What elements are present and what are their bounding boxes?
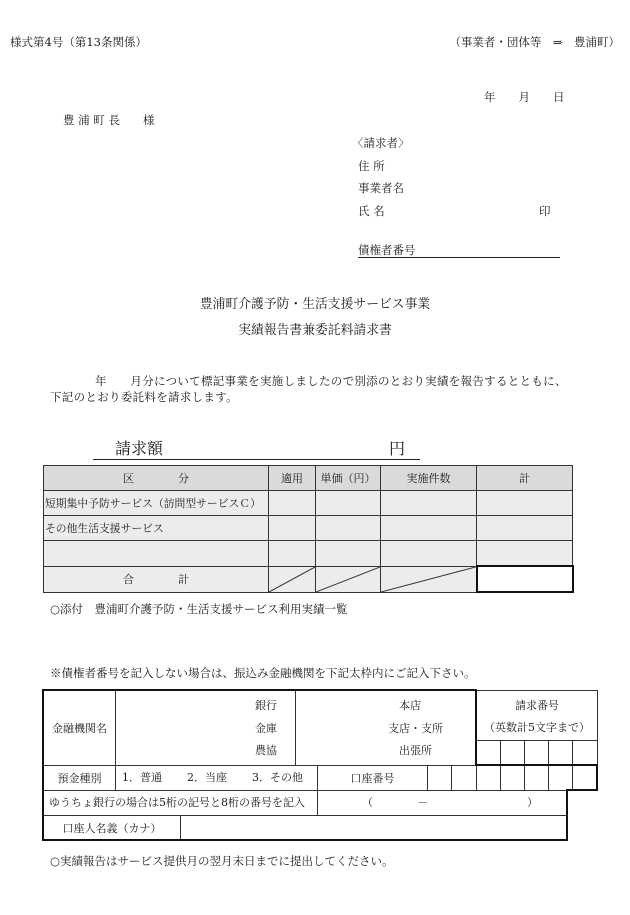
total-row-label: 合 計 <box>44 566 269 592</box>
institution-label-cell <box>43 690 116 766</box>
account-number-label: 口座番号 <box>350 772 395 785</box>
routing-note: （事業者・団体等 ⇒ 豊浦町） <box>449 35 620 49</box>
deposit-type-label-cell <box>43 765 116 791</box>
seal-mark: 印 <box>539 204 551 218</box>
claim-number-label: 請求番号 <box>515 699 559 712</box>
institution-type-bank: 銀行 <box>255 699 277 712</box>
claimant-heading: 〈請求者〉 <box>352 136 410 150</box>
account-holder-label-cell <box>43 815 181 841</box>
table-row <box>44 516 573 541</box>
branch-type-main: 本店 <box>399 699 421 712</box>
address-label: 住 所 <box>358 159 385 173</box>
claim-amount-currency: 円 <box>389 439 406 458</box>
branch-cell <box>295 690 477 766</box>
count-cell <box>381 491 477 516</box>
institution-type-shinkin: 金庫 <box>255 722 277 735</box>
total-cell <box>477 541 573 567</box>
table-row <box>44 491 573 516</box>
branch-type-office: 出張所 <box>399 744 432 757</box>
creditor-number-label: 債権者番号 <box>358 243 416 257</box>
account-holder-field <box>180 815 568 841</box>
row-category: その他生活支援サービス <box>44 516 269 541</box>
document-title-line2: 実績報告書兼委託料請求書 <box>238 323 392 338</box>
account-digit-box <box>548 765 573 791</box>
account-digit-box <box>524 765 549 791</box>
form-number: 様式第4号（第13条関係） <box>10 35 147 49</box>
attachment-note: ○添付 豊浦町介護予防・生活支援サービス利用実績一覧 <box>50 602 348 616</box>
header-unit-price: 単価（円） <box>316 466 381 491</box>
unit-price-cell <box>316 541 381 567</box>
service-table-header-row <box>44 466 573 491</box>
unit-price-total-crossed <box>316 566 381 592</box>
header-total: 計 <box>477 466 573 491</box>
yucho-note: ゆうちょ銀行の場合は5桁の記号と8桁の番号を記入 <box>49 796 305 809</box>
header-applicable: 適用 <box>269 466 316 491</box>
claim-amount-label: 請求額 <box>115 439 164 458</box>
diagonal-slash <box>381 567 476 592</box>
total-cell <box>477 516 573 541</box>
claim-number-box <box>548 740 573 766</box>
deposit-type-checking: 2．当座 <box>187 771 227 784</box>
deposit-type-other: 3．その他 <box>252 771 303 784</box>
institution-label: 金融機関名 <box>52 722 107 735</box>
claim-number-box <box>572 740 598 766</box>
grand-total-cell <box>477 566 573 592</box>
business-name-label: 事業者名 <box>358 181 404 195</box>
institution-name-cell <box>115 690 296 766</box>
applicable-cell <box>269 516 316 541</box>
count-total-crossed <box>381 566 477 592</box>
account-digit-box <box>572 765 598 791</box>
unit-price-cell <box>316 491 381 516</box>
claim-number-header-cell <box>476 690 598 741</box>
account-digit-box <box>427 765 452 791</box>
account-digit-box <box>500 765 525 791</box>
date-line: 年 月 日 <box>484 90 565 104</box>
account-digit-box <box>476 765 501 791</box>
table-row <box>44 541 573 567</box>
claim-number-box <box>524 740 549 766</box>
claim-number-box <box>500 740 525 766</box>
unit-price-cell <box>316 516 381 541</box>
service-table <box>43 465 574 593</box>
document-title-line1: 豊浦町介護予防・生活支援サービス事業 <box>199 297 431 312</box>
deposit-type-ordinary: 1．普通 <box>122 771 162 784</box>
account-number-label-cell <box>317 765 428 791</box>
header-category: 区 分 <box>44 466 269 491</box>
claim-number-box <box>476 740 501 766</box>
account-digit-box <box>451 765 477 791</box>
total-row <box>44 566 573 592</box>
statement-line1: 年 月分について標記事業を実施しましたので別添のとおり実績を報告するとともに、 <box>95 374 567 388</box>
claim-number-note: （英数計5文字まで） <box>484 721 590 734</box>
institution-type-nokyo: 農協 <box>255 744 277 757</box>
yucho-note-cell <box>43 790 318 816</box>
diagonal-slash <box>316 567 380 592</box>
count-cell <box>381 516 477 541</box>
deposit-type-label: 預金種別 <box>57 772 102 785</box>
account-holder-label: 口座人名義（カナ） <box>62 822 162 835</box>
diagonal-slash <box>269 567 315 592</box>
addressee: 豊 浦 町 長 様 <box>63 113 155 127</box>
name-label: 氏 名 <box>358 204 385 218</box>
statement-line2: 下記のとおり委託料を請求します。 <box>50 390 238 404</box>
branch-type-branch: 支店・支所 <box>388 722 443 735</box>
yucho-number-cell <box>317 790 568 816</box>
deposit-type-options-cell <box>115 765 318 791</box>
applicable-cell <box>269 541 316 567</box>
applicable-total-crossed <box>269 566 316 592</box>
row-category: 短期集中予防サービス（訪問型サービスＣ） <box>44 491 269 516</box>
footer-note: ○実績報告はサービス提供月の翌月末日までに提出してください。 <box>50 854 394 868</box>
total-cell <box>477 491 573 516</box>
applicable-cell <box>269 491 316 516</box>
header-count: 実施件数 <box>381 466 477 491</box>
yucho-number-format: （ － ） <box>362 796 538 809</box>
bank-notice: ※債権者番号を記入しない場合は、振込み金融機関を下記太枠内にご記入下さい。 <box>50 666 476 680</box>
row-category <box>44 541 269 567</box>
count-cell <box>381 541 477 567</box>
